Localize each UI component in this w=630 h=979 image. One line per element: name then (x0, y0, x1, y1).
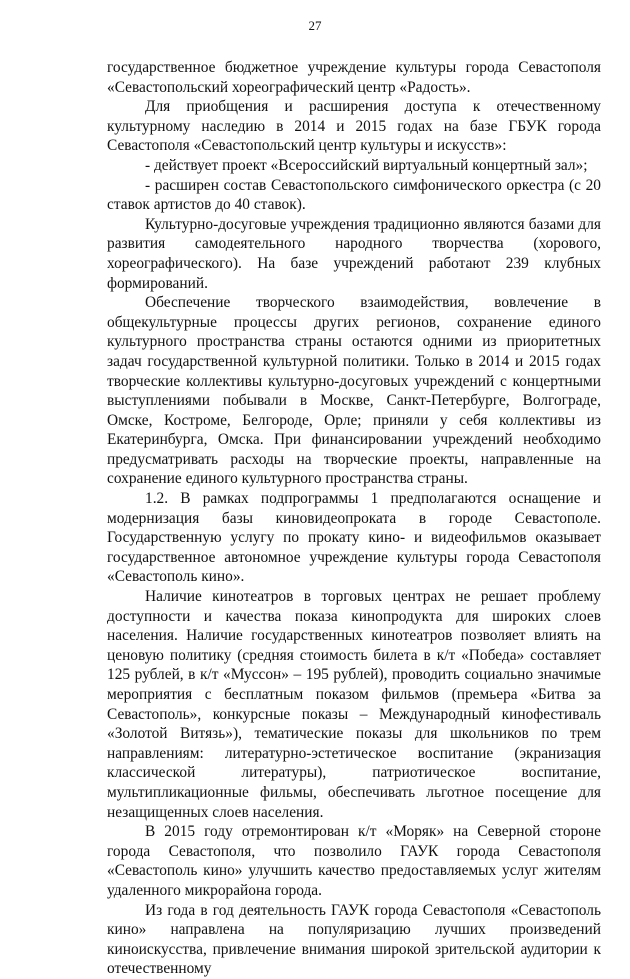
list-item-symphony-orchestra: - расширен состав Севастопольского симфонического оркестра (с 20 ставок артистов до 40 ставок). (107, 176, 601, 214)
list-item-virtual-concert-hall: - действует проект «Всероссийский виртуальный концертный зал»; (145, 156, 588, 174)
paragraph-creative-interaction: Обеспечение творческого взаимодействия, вовлечение в общекультурные процессы других регионов, сохранение единого культурного пространства страны остаются одними из приоритетных задач государственной культурной политики. Только в 2014 и 2015 годах творческие коллективы культурно-досуговых учреждений с концертными выступлениями побывали в Москве, Санкт-Петербурге, Волгограде, Омске, Костроме, Белгороде, Орле; приняли у себя коллективы из Екатеринбурга, Омска. При финансировании учреждений необходимо предусматривать расходы на творческие проекты, направленные на сохранение единого культурного пространства страны. (107, 294, 601, 488)
paragraph-cultural-leisure-institutions: Культурно-досуговые учреждения традиционно являются базами для развития самодеятельного народного творчества (хорового, хореографического). На базе учреждений работают 239 клубных формирований. (107, 215, 601, 292)
paragraph-cinemas: Наличие кинотеатров в торговых центрах не решает проблему доступности и качества показа кинопродукта для широких слоев населения. Наличие государственных кинотеатров позволяет влиять на ценовую политику (средняя стоимость билета в к/т «Победа» составляет 125 рублей, в к/т «Муссон» – 195 рублей), проводить социально значимые мероприятия с бесплатным показом фильмов (премьера «Битва за Севастополь», конкурсные показы – Международный кинофестиваль «Золотой Витязь»), тематические показы для школьников по трем направлениям: литературно-эстетическое воспитание (экранизация классической литературы), патриотическое воспитание, мультипликационные фильмы, обеспечивать льготное посещение для незащищенных слоев населения. (107, 588, 601, 821)
paragraph-heritage-access: Для приобщения и расширения доступа к отечественному культурному наследию в 2014 и 2015 годах на базе ГБУК города Севастополя «Севастопольский центр культуры и искусств»: (107, 98, 601, 155)
page-number: 27 (308, 18, 322, 33)
paragraph-moryak-cinema: В 2015 году отремонтирован к/т «Моряк» на Северной стороне города Севастополя, что позволило ГАУК города Севастополя «Севастополь кино» улучшить качество предоставляемых услуг жителям удаленного микрорайона города. (107, 823, 601, 899)
paragraph-continuation: государственное бюджетное учреждение культуры города Севастополя «Севастопольский хореографический центр «Радость». (107, 59, 601, 96)
document-body (107, 58, 601, 979)
paragraph-section-1-2: 1.2. В рамках подпрограммы 1 предполагаются оснащение и модернизация базы киновидеопроката в городе Севастополе. Государственную услугу по прокату кино- и видеофильмов оказывает государственное автономное учреждение культуры города Севастополя «Севастополь кино». (107, 490, 601, 586)
paragraph-sevastopol-kino-activity: Из года в год деятельность ГАУК города Севастополя «Севастополь кино» направлена на популяризацию лучших произведений киноискусства, привлечение внимания широкой зрительской аудитории к отечественному (107, 901, 601, 978)
